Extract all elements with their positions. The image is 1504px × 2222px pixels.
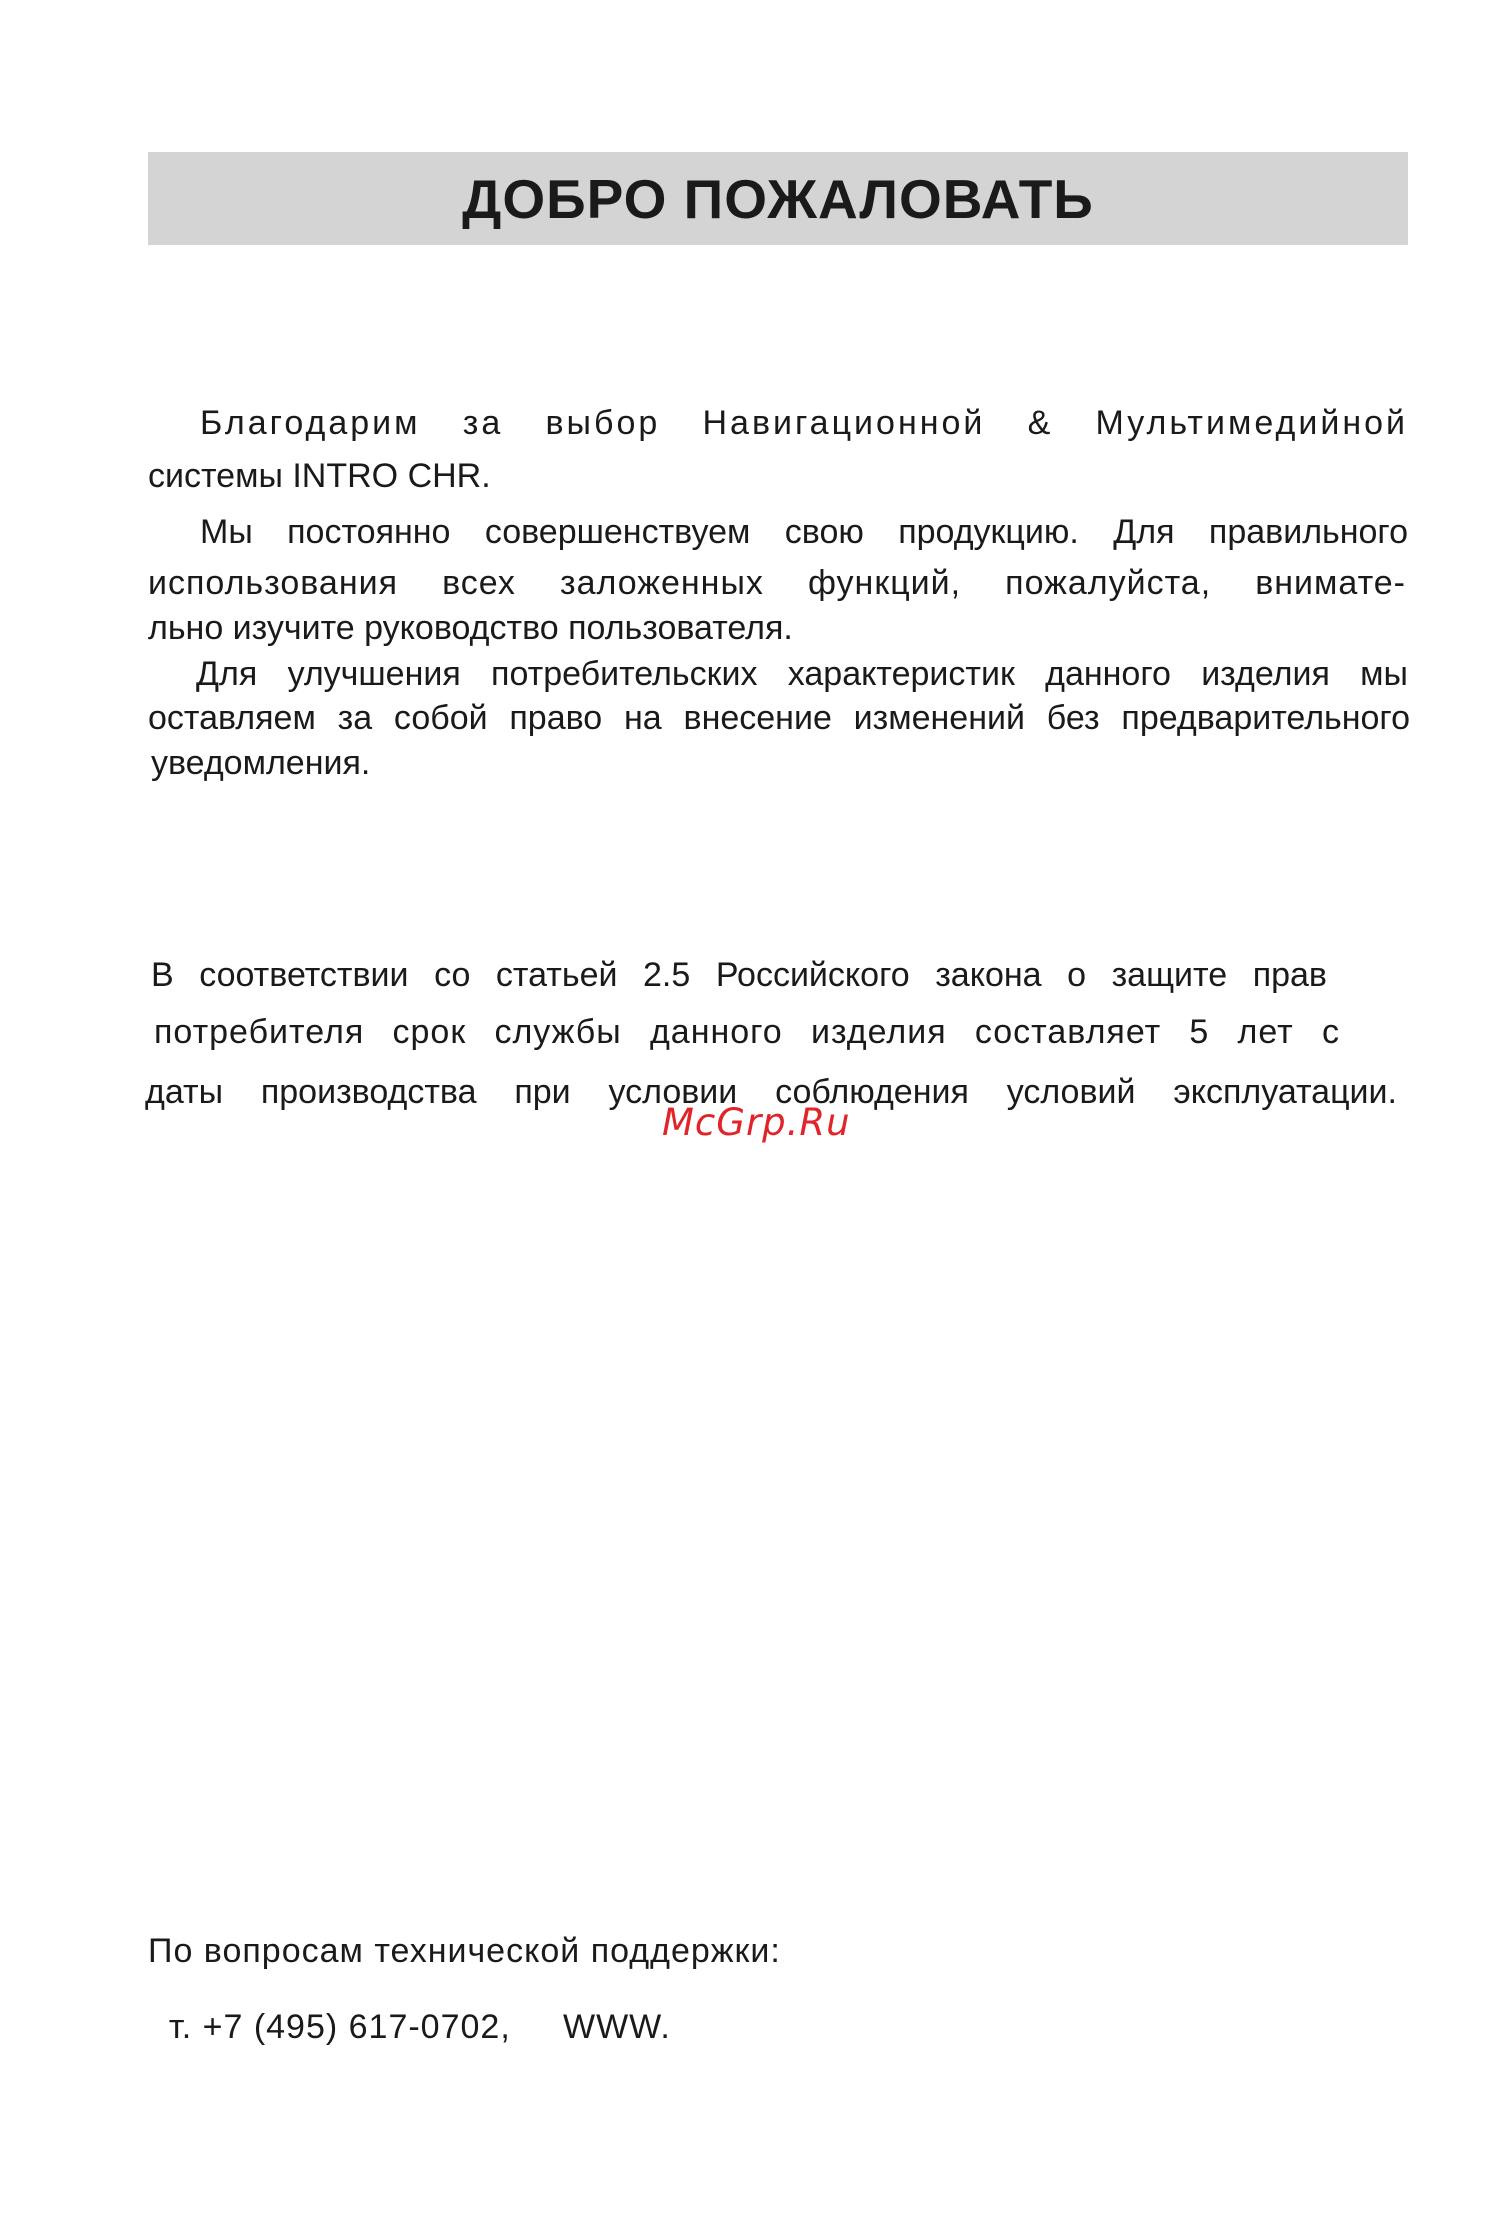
- header-bar: [148, 152, 1408, 245]
- intro-p3-line1: Для улучшения потребительских характеристик данного изделия мы: [196, 655, 1408, 693]
- intro-p3-line2: оставляем за собой право на внесение изменений без предварительного: [148, 699, 1410, 737]
- intro-p2-line1: Мы постоянно совершенствуем свою продукцию. Для правильного: [200, 513, 1408, 551]
- support-line2: т. +7 (495) 617-0702, WWW.: [168, 2008, 671, 2046]
- watermark-text: McGrp.Ru: [662, 1101, 851, 1144]
- support-line1: По вопросам технической поддержки:: [148, 1932, 781, 1970]
- intro-p3-line3: уведомления.: [151, 744, 371, 782]
- intro-p1-line1: Благодарим за выбор Навигационной & Мультимедийной: [200, 404, 1408, 442]
- legal-line3: даты производства при условии соблюдения условий эксплуатации.: [145, 1073, 1397, 1111]
- page-title: ДОБРО ПОЖАЛОВАТЬ: [462, 167, 1094, 230]
- intro-p2-line3: льно изучите руководство пользователя.: [148, 609, 793, 647]
- intro-p2-line2: использования всех заложенных функций, пожалуйста, внимате-: [148, 564, 1406, 602]
- legal-line2: потребителя срок службы данного изделия составляет 5 лет с: [154, 1013, 1340, 1051]
- legal-line1: В соответствии со статьей 2.5 Российского закона о защите прав: [151, 956, 1327, 994]
- intro-p1-line2: системы INTRO CHR.: [148, 457, 491, 495]
